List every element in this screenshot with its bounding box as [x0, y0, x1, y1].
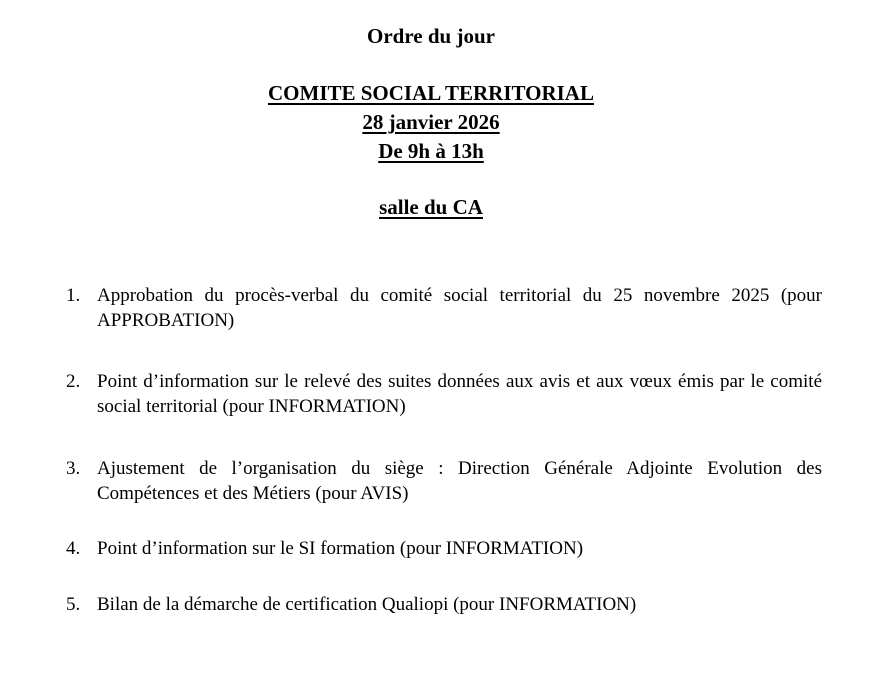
meeting-time: De 9h à 13h — [378, 139, 484, 163]
meeting-date: 28 janvier 2026 — [362, 110, 500, 134]
agenda-item-1 — [60, 283, 822, 333]
agenda-item-text: Point d’information sur le SI formation (pour INFORMATION) — [97, 538, 584, 559]
agenda-item-text: Approbation du procès-verbal du comité social territorial du 25 novembre 2025 (pour APPROBATION) — [97, 285, 822, 331]
meeting-room: salle du CA — [379, 195, 483, 219]
agenda-item-number: 4. — [66, 538, 81, 559]
agenda-item-4 — [60, 536, 822, 561]
agenda-item-number: 2. — [66, 371, 81, 392]
agenda-item-text: Bilan de la démarche de certification Qualiopi (pour INFORMATION) — [97, 594, 637, 615]
page-title: Ordre du jour — [367, 24, 495, 48]
agenda-item-2 — [60, 369, 822, 419]
agenda-item-number: 1. — [66, 285, 81, 306]
agenda-item-number: 3. — [66, 458, 81, 479]
agenda-item-text: Point d’information sur le relevé des suites données aux avis et aux vœux émis par le comité social territorial (pour INFORMATION) — [97, 371, 822, 417]
agenda-item-3 — [60, 456, 822, 506]
agenda-item-text: Ajustement de l’organisation du siège : Direction Générale Adjointe Evolution des Compétences et des Métiers (pour AVIS) — [97, 458, 822, 504]
committee-name: COMITE SOCIAL TERRITORIAL — [268, 81, 594, 105]
agenda-item-5 — [60, 592, 822, 617]
agenda-item-number: 5. — [66, 594, 81, 615]
